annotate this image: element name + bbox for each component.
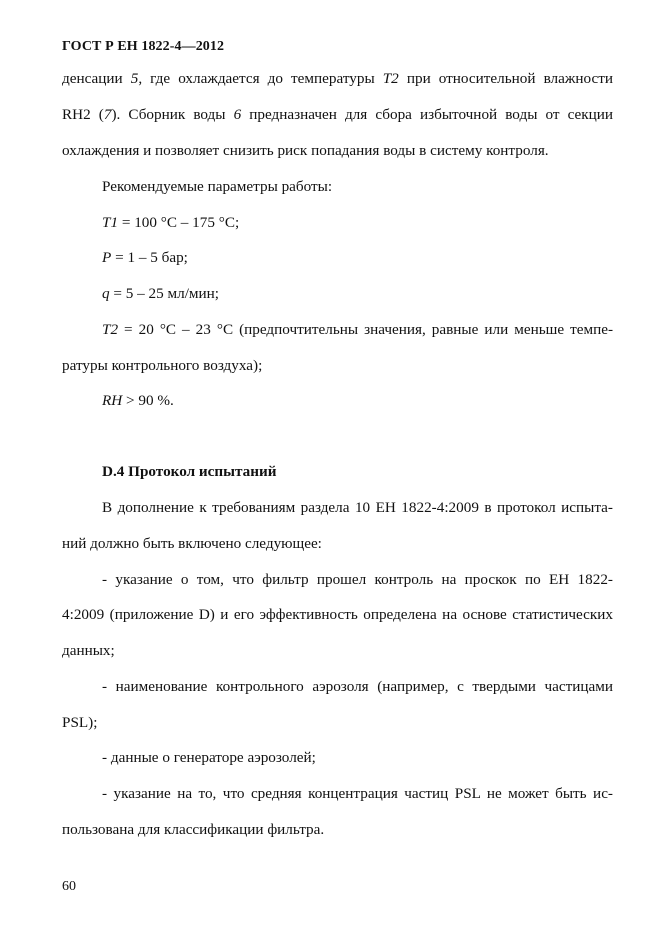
params-intro: Рекомендуемые параметры работы: <box>102 178 333 195</box>
list-item-cont: 4:2009 (приложение D) и его эффективность определена на основе статистических <box>62 606 613 623</box>
param-value: > 90 %. <box>122 392 174 409</box>
text-run: 5 <box>130 70 139 87</box>
list-item: - указание о том, что фильтр прошел контроль на проскок по ЕН 1822- <box>102 571 613 588</box>
text-run: , где охлаждается до температуры <box>138 70 383 87</box>
list-item-cont: данных; <box>62 642 115 659</box>
text-run: ). Сборник воды <box>111 106 234 123</box>
list-item: - указание на то, что средняя концентрация частиц PSL не может быть ис- <box>102 785 613 802</box>
text-run: RH2 ( <box>62 106 104 123</box>
param-t2-cont: ратуры контрольного воздуха); <box>62 357 263 374</box>
text-run: 6 <box>233 106 242 123</box>
paragraph-line <box>62 105 613 125</box>
param-q <box>102 284 613 304</box>
param-var: T2 <box>102 321 119 338</box>
param-t1 <box>102 213 613 233</box>
text-run: при относительной влажности <box>398 70 613 87</box>
param-p <box>102 248 613 268</box>
list-item: - данные о генераторе аэрозолей; <box>102 749 316 766</box>
page-number: 60 <box>62 879 76 894</box>
text-run: T2 <box>382 70 399 87</box>
text-run: 7 <box>103 106 112 123</box>
param-var: P <box>102 249 112 266</box>
paragraph-line: охлаждения и позволяет снизить риск попадания воды в систему контроля. <box>62 142 549 159</box>
paragraph-line <box>62 69 613 89</box>
document-header: ГОСТ Р ЕН 1822-4—2012 <box>62 39 225 54</box>
param-value: = 100 °С – 175 °С; <box>118 214 240 231</box>
param-value: = 1 – 5 бар; <box>111 249 188 266</box>
param-rh <box>102 391 613 411</box>
text-run: предназначен для сбора избыточной воды от секции <box>241 106 614 123</box>
section-heading: D.4 Протокол испытаний <box>102 463 277 480</box>
param-var: RH <box>102 392 123 409</box>
paragraph-line: ний должно быть включено следующее: <box>62 535 322 552</box>
param-var: q <box>102 285 110 302</box>
text-run: денсации <box>62 70 131 87</box>
param-t2 <box>102 320 613 340</box>
param-value: = 20 °С – 23 °С (предпочтительны значения, равные или меньше темпе- <box>118 321 613 338</box>
list-item-cont: пользована для классификации фильтра. <box>62 821 325 838</box>
param-var: T1 <box>102 214 119 231</box>
paragraph-line: В дополнение к требованиям раздела 10 ЕН 1822-4:2009 в протокол испыта- <box>102 499 613 516</box>
list-item-cont: PSL); <box>62 714 98 731</box>
param-value: = 5 – 25 мл/мин; <box>109 285 220 302</box>
list-item: - наименование контрольного аэрозоля (например, с твердыми частицами <box>102 678 613 695</box>
